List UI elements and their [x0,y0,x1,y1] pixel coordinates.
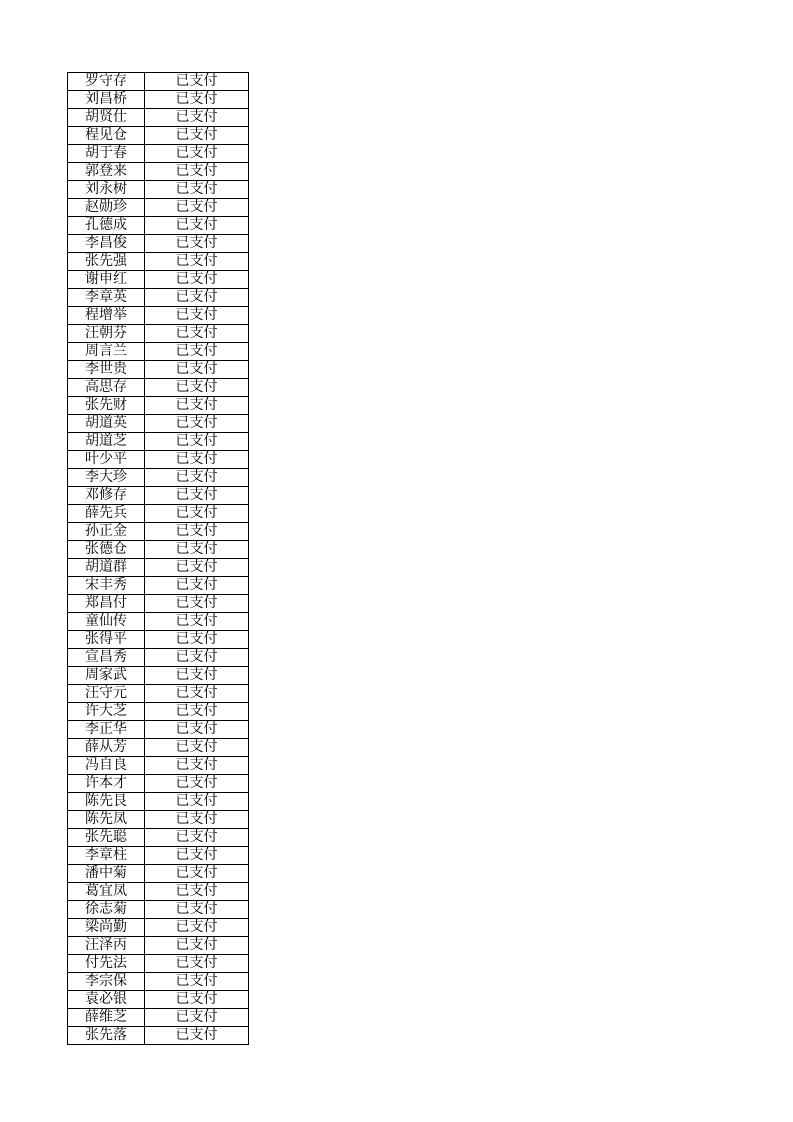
payment-status-cell: 已支付 [145,361,249,379]
table-row [68,505,249,523]
payment-status-cell: 已支付 [145,721,249,739]
payment-status-cell: 已支付 [145,703,249,721]
payment-status-cell: 已支付 [145,397,249,415]
name-cell: 汪泽丙 [68,937,145,955]
payment-status-cell: 已支付 [145,919,249,937]
payment-status-cell: 已支付 [145,235,249,253]
name-cell: 陈先凤 [68,811,145,829]
table-row [68,865,249,883]
name-cell: 胡于春 [68,145,145,163]
table-row [68,829,249,847]
table-row [68,1027,249,1045]
name-cell: 李昌俊 [68,235,145,253]
table-row [68,145,249,163]
table-row [68,73,249,91]
table-row [68,793,249,811]
table-row [68,487,249,505]
payment-status-cell: 已支付 [145,595,249,613]
name-cell: 薛先兵 [68,505,145,523]
payment-status-cell: 已支付 [145,631,249,649]
payment-status-table [67,72,249,1045]
table-row [68,343,249,361]
name-cell: 薛从芳 [68,739,145,757]
name-cell: 程增举 [68,307,145,325]
payment-status-cell: 已支付 [145,523,249,541]
payment-status-cell: 已支付 [145,325,249,343]
payment-status-cell: 已支付 [145,1027,249,1045]
table-row [68,775,249,793]
payment-status-cell: 已支付 [145,271,249,289]
name-cell: 宋丰秀 [68,577,145,595]
payment-status-cell: 已支付 [145,847,249,865]
name-cell: 许大芝 [68,703,145,721]
table-row [68,469,249,487]
name-cell: 薛维芝 [68,1009,145,1027]
table-row [68,667,249,685]
name-cell: 谢申红 [68,271,145,289]
payment-status-cell: 已支付 [145,757,249,775]
table-row [68,289,249,307]
name-cell: 罗守存 [68,73,145,91]
table-row [68,127,249,145]
name-cell: 张先财 [68,397,145,415]
payment-status-cell: 已支付 [145,901,249,919]
name-cell: 徐志菊 [68,901,145,919]
name-cell: 赵勋珍 [68,199,145,217]
name-cell: 胡贤仕 [68,109,145,127]
name-cell: 张得平 [68,631,145,649]
payment-status-cell: 已支付 [145,199,249,217]
name-cell: 张德仓 [68,541,145,559]
payment-status-cell: 已支付 [145,1009,249,1027]
name-cell: 冯自良 [68,757,145,775]
name-cell: 汪朝芬 [68,325,145,343]
table-row [68,883,249,901]
table-row [68,325,249,343]
table-row [68,181,249,199]
name-cell: 孔德成 [68,217,145,235]
name-cell: 李正华 [68,721,145,739]
table-row [68,991,249,1009]
name-cell: 张先强 [68,253,145,271]
table-row [68,721,249,739]
payment-status-cell: 已支付 [145,793,249,811]
name-cell: 叶少平 [68,451,145,469]
name-cell: 张先聪 [68,829,145,847]
name-cell: 程见仓 [68,127,145,145]
name-cell: 潘中菊 [68,865,145,883]
table-row [68,199,249,217]
table-row [68,595,249,613]
name-cell: 李世贵 [68,361,145,379]
table-row [68,901,249,919]
payment-status-cell: 已支付 [145,775,249,793]
table-row [68,955,249,973]
name-cell: 邓修存 [68,487,145,505]
table-row [68,937,249,955]
table-row [68,163,249,181]
name-cell: 许本才 [68,775,145,793]
payment-status-cell: 已支付 [145,415,249,433]
payment-status-cell: 已支付 [145,487,249,505]
payment-status-cell: 已支付 [145,253,249,271]
payment-status-cell: 已支付 [145,559,249,577]
payment-status-cell: 已支付 [145,973,249,991]
name-cell: 胡道英 [68,415,145,433]
table-row [68,253,249,271]
name-cell: 陈先艮 [68,793,145,811]
payment-status-cell: 已支付 [145,613,249,631]
name-cell: 周言兰 [68,343,145,361]
name-cell: 高思存 [68,379,145,397]
table-row [68,91,249,109]
payment-status-cell: 已支付 [145,937,249,955]
name-cell: 张先落 [68,1027,145,1045]
payment-status-cell: 已支付 [145,181,249,199]
payment-status-cell: 已支付 [145,649,249,667]
name-cell: 李大珍 [68,469,145,487]
name-cell: 李章柱 [68,847,145,865]
table-row [68,847,249,865]
payment-status-cell: 已支付 [145,109,249,127]
name-cell: 刘昌桥 [68,91,145,109]
name-cell: 袁必银 [68,991,145,1009]
payment-status-cell: 已支付 [145,991,249,1009]
payment-status-cell: 已支付 [145,541,249,559]
payment-status-cell: 已支付 [145,451,249,469]
payment-status-cell: 已支付 [145,73,249,91]
name-cell: 郭登来 [68,163,145,181]
payment-status-cell: 已支付 [145,955,249,973]
payment-status-cell: 已支付 [145,667,249,685]
table-row [68,703,249,721]
table-row [68,235,249,253]
table-row [68,307,249,325]
name-cell: 梁尚勤 [68,919,145,937]
table-row [68,613,249,631]
table-row [68,433,249,451]
name-cell: 胡道群 [68,559,145,577]
table-row [68,379,249,397]
table-row [68,685,249,703]
table-row [68,1009,249,1027]
payment-status-cell: 已支付 [145,379,249,397]
payment-status-cell: 已支付 [145,577,249,595]
table-row [68,541,249,559]
payment-status-cell: 已支付 [145,469,249,487]
name-cell: 汪守元 [68,685,145,703]
payment-status-cell: 已支付 [145,811,249,829]
table-row [68,361,249,379]
table-row [68,577,249,595]
table-row [68,451,249,469]
payment-status-cell: 已支付 [145,343,249,361]
name-cell: 周家武 [68,667,145,685]
table-body [68,73,249,1045]
table-row [68,739,249,757]
payment-status-cell: 已支付 [145,883,249,901]
payment-status-cell: 已支付 [145,127,249,145]
payment-status-cell: 已支付 [145,163,249,181]
name-cell: 葛宜凤 [68,883,145,901]
table-row [68,217,249,235]
table-row [68,757,249,775]
name-cell: 宣昌秀 [68,649,145,667]
name-cell: 郑昌付 [68,595,145,613]
table-row [68,811,249,829]
name-cell: 孙正金 [68,523,145,541]
payment-status-cell: 已支付 [145,505,249,523]
payment-status-cell: 已支付 [145,865,249,883]
name-cell: 刘永树 [68,181,145,199]
payment-status-cell: 已支付 [145,829,249,847]
payment-status-cell: 已支付 [145,433,249,451]
table-row [68,109,249,127]
table-row [68,397,249,415]
payment-status-cell: 已支付 [145,739,249,757]
payment-status-cell: 已支付 [145,307,249,325]
table-row [68,271,249,289]
payment-status-cell: 已支付 [145,91,249,109]
payment-status-cell: 已支付 [145,685,249,703]
name-cell: 李章英 [68,289,145,307]
name-cell: 付先法 [68,955,145,973]
name-cell: 李宗保 [68,973,145,991]
table-row [68,631,249,649]
payment-status-cell: 已支付 [145,217,249,235]
payment-status-cell: 已支付 [145,289,249,307]
name-cell: 童仙传 [68,613,145,631]
table-row [68,559,249,577]
table-row [68,523,249,541]
payment-status-cell: 已支付 [145,145,249,163]
table-row [68,919,249,937]
table-row [68,415,249,433]
name-cell: 胡道芝 [68,433,145,451]
table-row [68,649,249,667]
table-row [68,973,249,991]
